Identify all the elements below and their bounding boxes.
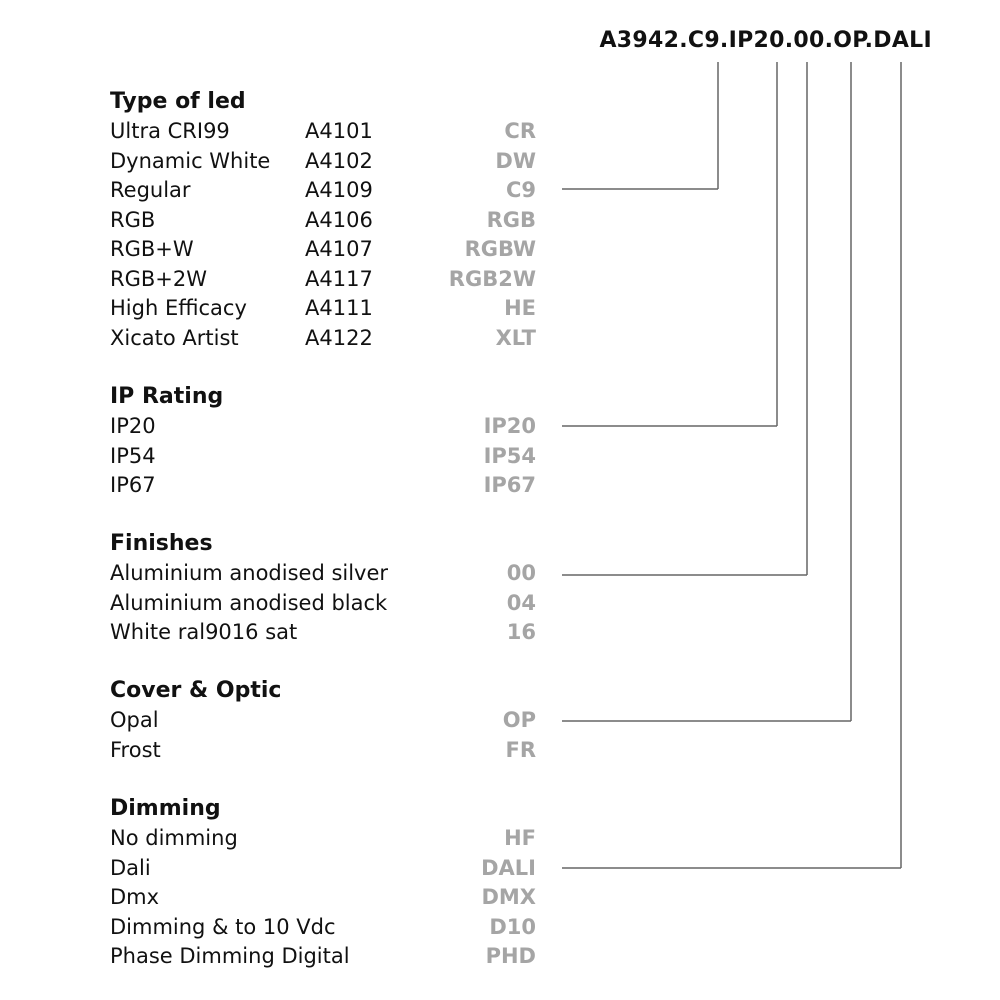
option-name: Aluminium anodised silver (110, 561, 389, 585)
option-name: RGB+W (110, 237, 194, 261)
section-heading: IP Rating (110, 384, 224, 409)
option-code: 04 (506, 590, 536, 615)
product-code: A3942.C9.IP20.00.OP.DALI (599, 28, 932, 53)
option-name: Dali (110, 855, 151, 880)
option-name: Opal (110, 708, 159, 732)
option-code: DALI (481, 855, 536, 880)
option-name: IP20 (110, 414, 156, 438)
option-name: Xicato Artist (110, 325, 239, 350)
option-name: RGB+2W (110, 266, 207, 291)
option-code: HF (504, 826, 536, 850)
option-code: RGB2W (448, 266, 536, 291)
option-code: D10 (489, 914, 536, 939)
option-code: CR (504, 119, 536, 143)
option-name: Phase Dimming Digital (110, 944, 350, 968)
option-article: A4117 (305, 266, 373, 291)
option-code: HE (504, 296, 536, 320)
option-name: White ral9016 sat (110, 620, 298, 644)
option-article: A4106 (305, 207, 373, 232)
option-code: XLT (495, 325, 536, 350)
option-name: Dimming & to 10 Vdc (110, 914, 336, 939)
option-name: Regular (110, 178, 191, 202)
option-name: Frost (110, 737, 161, 762)
option-name: Dmx (110, 885, 160, 909)
section-heading: Finishes (110, 531, 213, 556)
option-article: A4111 (305, 296, 373, 320)
option-code: IP54 (483, 443, 536, 468)
option-code: IP67 (483, 473, 536, 497)
option-article: A4102 (305, 148, 373, 173)
option-code: IP20 (483, 414, 536, 438)
section-heading: Cover & Optic (110, 678, 282, 703)
option-name: No dimming (110, 826, 238, 850)
option-code: 16 (506, 620, 536, 644)
option-code: OP (502, 708, 536, 732)
option-article: A4109 (305, 178, 373, 202)
option-code: DMX (481, 885, 536, 909)
option-name: High Efficacy (110, 296, 247, 320)
option-code: 00 (506, 561, 536, 585)
section-heading: Type of led (110, 89, 246, 114)
option-article: A4101 (305, 119, 373, 143)
option-name: IP54 (110, 443, 156, 468)
option-name: Dynamic White (110, 148, 271, 173)
option-name: RGB (110, 207, 156, 232)
option-article: A4122 (305, 325, 373, 350)
option-code: RGBW (464, 237, 536, 261)
option-code: C9 (505, 178, 536, 202)
option-name: Aluminium anodised black (110, 590, 388, 615)
option-article: A4107 (305, 237, 373, 261)
option-code: PHD (485, 944, 536, 968)
option-code: FR (505, 737, 536, 762)
option-code: DW (495, 148, 536, 173)
option-code: RGB (486, 207, 536, 232)
option-name: Ultra CRI99 (110, 119, 230, 143)
option-name: IP67 (110, 473, 156, 497)
section-heading: Dimming (110, 796, 221, 821)
